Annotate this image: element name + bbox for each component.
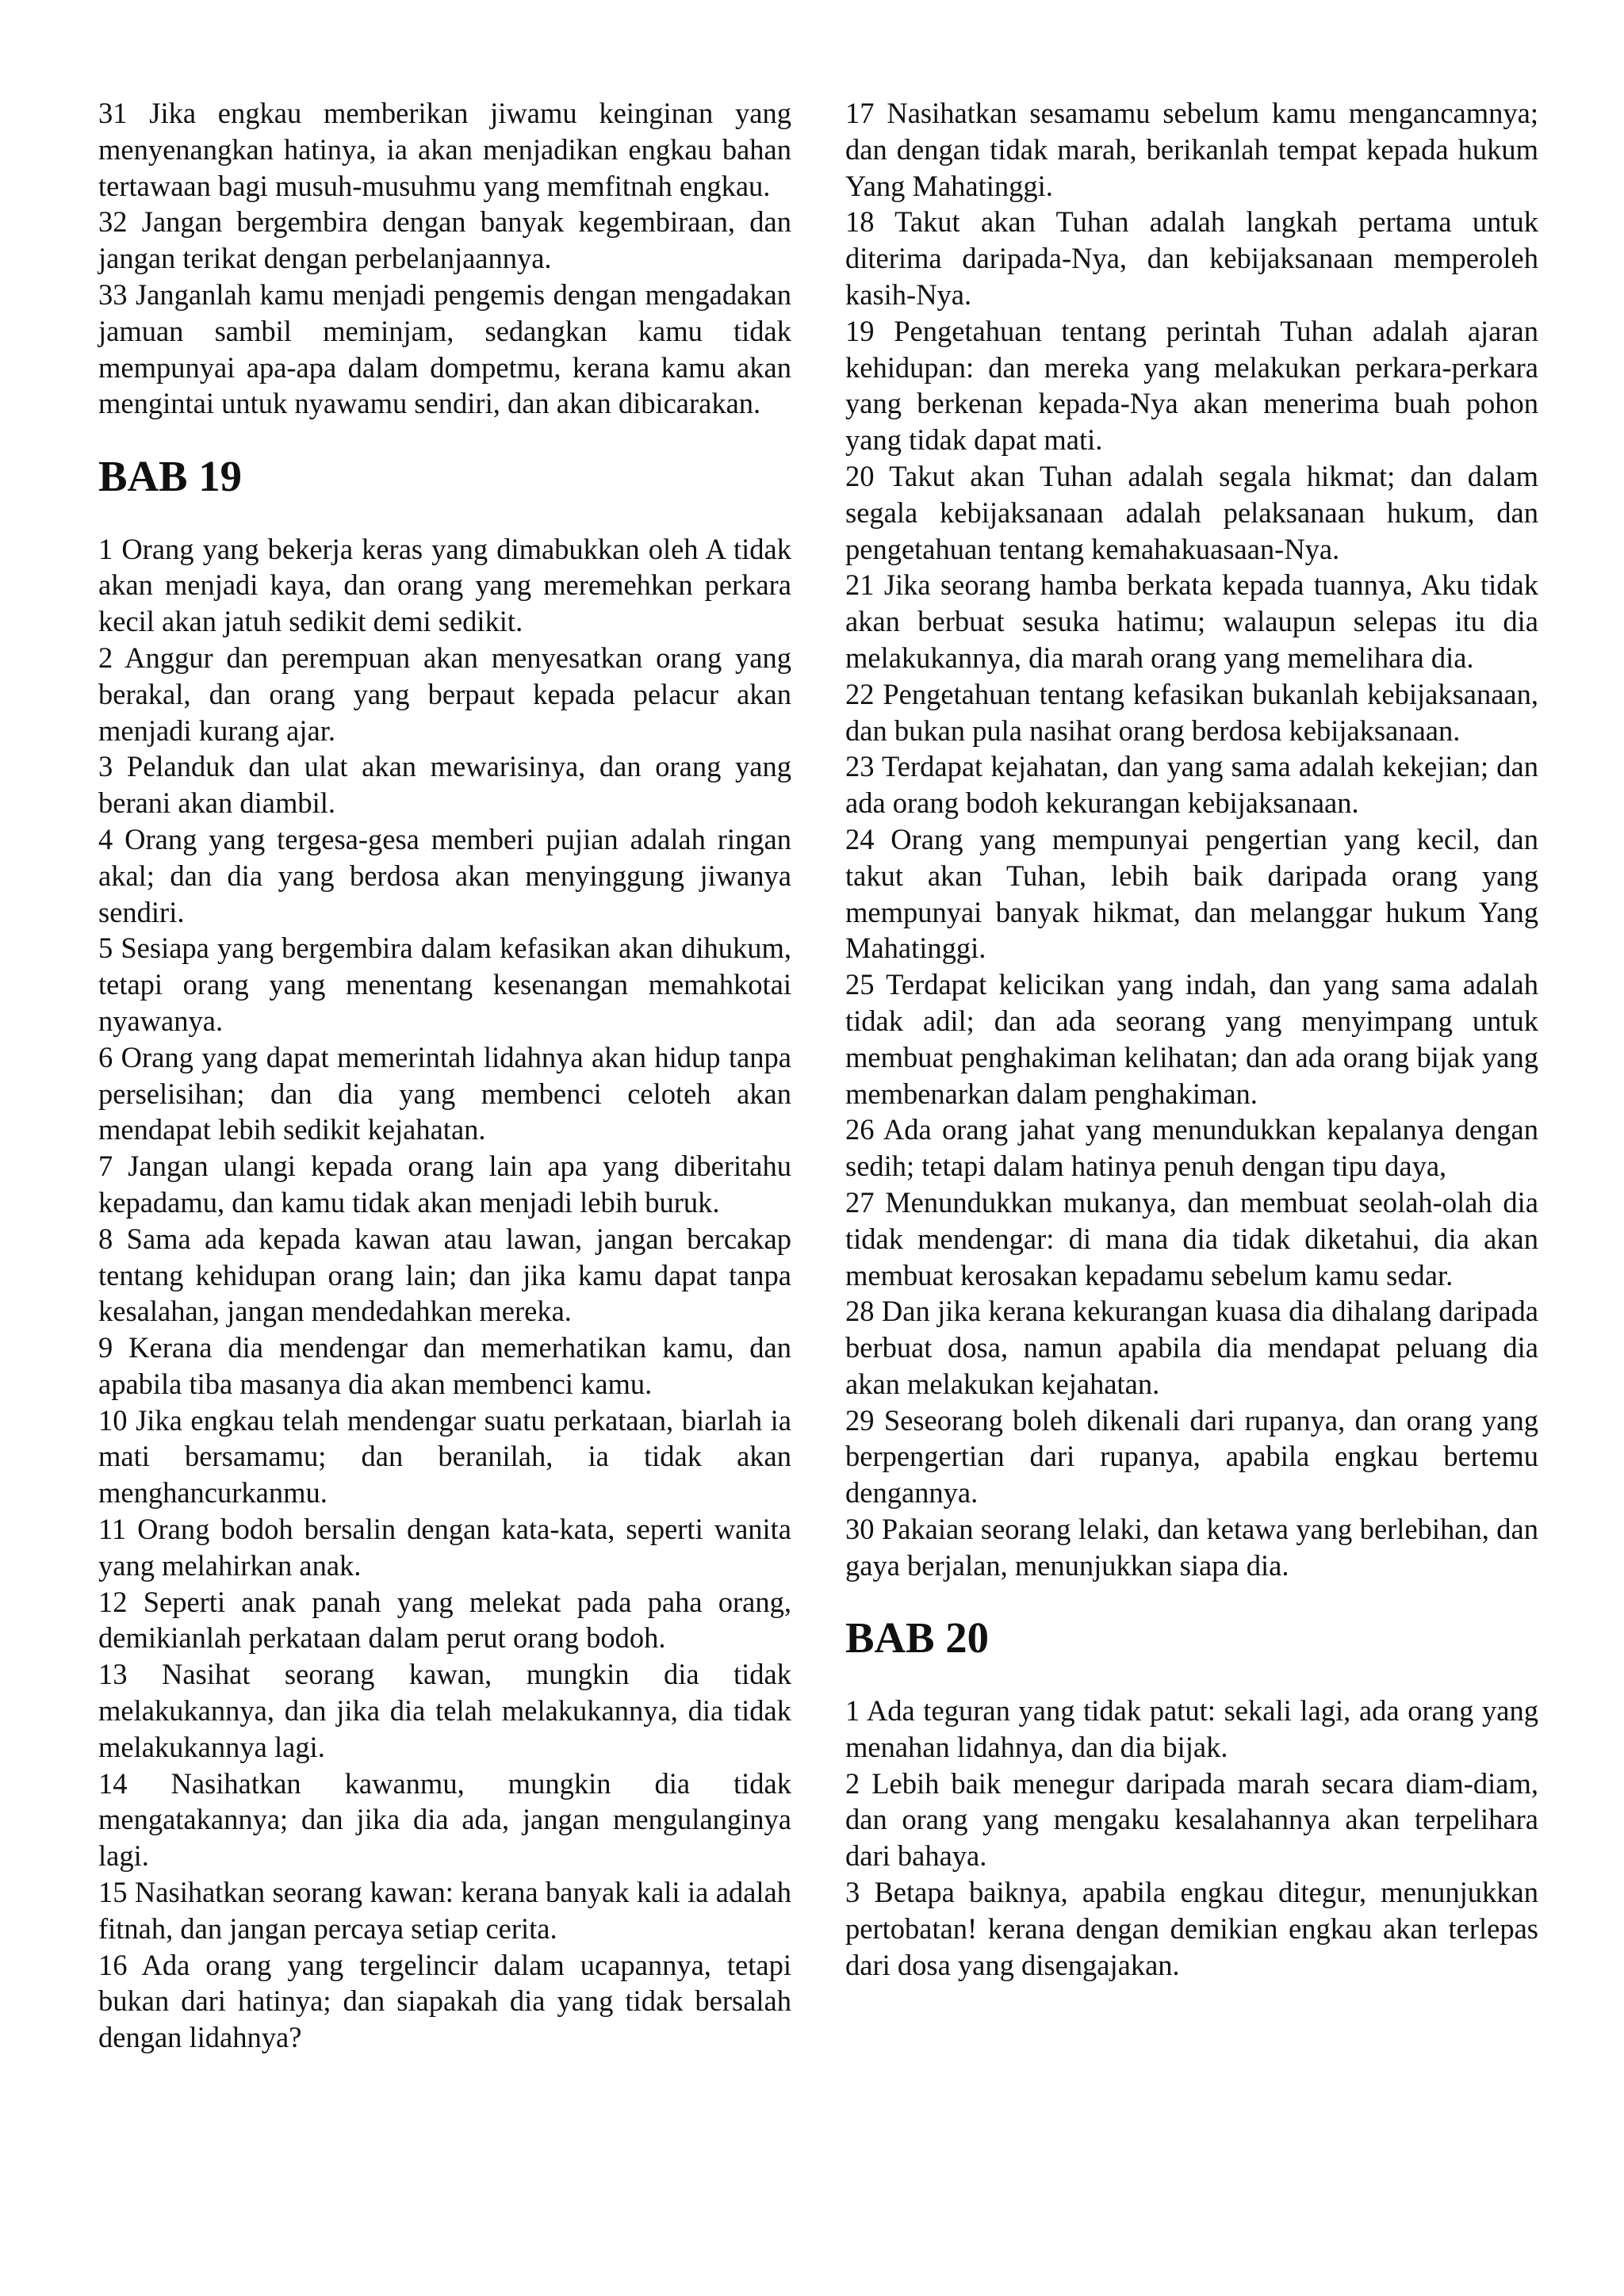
- verse-19: 19 Pengetahuan tentang perintah Tuhan adalah ajaran kehidupan: dan mereka yang melakukan perkara-perkara yang berkenan kepada-Nya akan menerima buah pohon yang tidak dapat mati.: [845, 314, 1538, 457]
- verse-21: 21 Jika seorang hamba berkata kepada tuannya, Aku tidak akan berbuat sesuka hatimu; walaupun selepas itu dia melakukannya, dia marah orang yang memelihara dia.: [845, 568, 1538, 674]
- verse-7: 7 Jangan ulangi kepada orang lain apa yang diberitahu kepadamu, dan kamu tidak akan menjadi lebih buruk.: [98, 1150, 791, 1219]
- verse-8: 8 Sama ada kepada kawan atau lawan, jangan bercakap tentang kehidupan orang lain; dan jika kamu dapat tanpa kesalahan, jangan mendedahkan mereka.: [98, 1222, 791, 1328]
- verse-16: 16 Ada orang yang tergelincir dalam ucapannya, tetapi bukan dari hatinya; dan siapakah dia yang tidak bersalah dengan lidahnya?: [98, 1948, 791, 2054]
- verse-27: 27 Menundukkan mukanya, dan membuat seolah-olah dia tidak mendengar: di mana dia tidak diketahui, dia akan membuat kerosakan kepadamu sebelum kamu sedar.: [845, 1185, 1538, 1292]
- verse-22: 22 Pengetahuan tentang kefasikan bukanlah kebijaksanaan, dan bukan pula nasihat orang berdosa kebijaksanaan.: [845, 677, 1538, 747]
- verse-18: 18 Takut akan Tuhan adalah langkah pertama untuk diterima daripada-Nya, dan kebijaksanaan memperoleh kasih-Nya.: [845, 205, 1538, 311]
- verse-14: 14 Nasihatkan kawanmu, mungkin dia tidak mengatakannya; dan jika dia ada, jangan mengulanginya lagi.: [98, 1766, 791, 1873]
- verse-32: 32 Jangan bergembira dengan banyak kegembiraan, dan jangan terikat dengan perbelanjaannya.: [98, 205, 791, 275]
- verse-17: 17 Nasihatkan sesamamu sebelum kamu mengancamnya; dan dengan tidak marah, berikanlah tempat kepada hukum Yang Mahatinggi.: [845, 97, 1538, 202]
- chapter-heading-bab-20: BAB 20: [845, 1613, 990, 1663]
- verse-28: 28 Dan jika kerana kekurangan kuasa dia dihalang daripada berbuat dosa, namun apabila dia mendapat peluang dia akan melakukan kejahatan.: [845, 1295, 1538, 1400]
- left-column: [98, 95, 791, 2056]
- verse-4: 4 Orang yang tergesa-gesa memberi pujian adalah ringan akal; dan dia yang berdosa akan menyinggung jiwanya sendiri.: [98, 822, 791, 928]
- verse-15: 15 Nasihatkan seorang kawan: kerana banyak kali ia adalah fitnah, dan jangan percaya setiap cerita.: [98, 1876, 791, 1945]
- chapter-heading-bab-19: BAB 19: [98, 451, 243, 500]
- verse-3: 3 Pelanduk dan ulat akan mewarisinya, dan orang yang berani akan diambil.: [98, 750, 791, 820]
- verse-29: 29 Seseorang boleh dikenali dari rupanya, dan orang yang berpengertian dari rupanya, apabila engkau bertemu dengannya.: [845, 1403, 1538, 1510]
- verse-25: 25 Terdapat kelicikan yang indah, dan yang sama adalah tidak adil; dan ada seorang yang menyimpang untuk membuat penghakiman kelihatan; dan ada orang bijak yang membenarkan dalam penghakiman.: [845, 968, 1538, 1110]
- verse-31: 31 Jika engkau memberikan jiwamu keinginan yang menyenangkan hatinya, ia akan menjadikan engkau bahan tertawaan bagi musuh-musuhmu yang memfitnah engkau.: [98, 97, 791, 202]
- verse-10: 10 Jika engkau telah mendengar suatu perkataan, biarlah ia mati bersamamu; dan beranilah, ia tidak akan menghancurkanmu.: [98, 1403, 791, 1510]
- right-column: [845, 95, 1538, 1983]
- verse-3: 3 Betapa baiknya, apabila engkau ditegur, menunjukkan pertobatan! kerana dengan demikian engkau akan terlepas dari dosa yang disengajakan.: [845, 1876, 1538, 1981]
- verse-13: 13 Nasihat seorang kawan, mungkin dia tidak melakukannya, dan jika dia telah melakukannya, dia tidak melakukannya lagi.: [98, 1658, 791, 1763]
- verse-2: 2 Anggur dan perempuan akan menyesatkan orang yang berakal, dan orang yang berpaut kepada pelacur akan menjadi kurang ajar.: [98, 641, 791, 747]
- verse-30: 30 Pakaian seorang lelaki, dan ketawa yang berlebihan, dan gaya berjalan, menunjukkan siapa dia.: [845, 1513, 1538, 1582]
- verse-26: 26 Ada orang jahat yang menundukkan kepalanya dengan sedih; tetapi dalam hatinya penuh dengan tipu daya,: [845, 1113, 1538, 1183]
- verse-5: 5 Sesiapa yang bergembira dalam kefasikan akan dihukum, tetapi orang yang menentang kesenangan memahkotai nyawanya.: [98, 932, 791, 1037]
- verse-1: 1 Ada teguran yang tidak patut: sekali lagi, ada orang yang menahan lidahnya, dan dia bijak.: [845, 1694, 1538, 1763]
- verse-9: 9 Kerana dia mendengar dan memerhatikan kamu, dan apabila tiba masanya dia akan membenci kamu.: [98, 1331, 791, 1400]
- verse-6: 6 Orang yang dapat memerintah lidahnya akan hidup tanpa perselisihan; dan dia yang membenci celoteh akan mendapat lebih sedikit kejahatan.: [98, 1040, 791, 1146]
- verse-11: 11 Orang bodoh bersalin dengan kata-kata, seperti wanita yang melahirkan anak.: [98, 1513, 791, 1582]
- verse-12: 12 Seperti anak panah yang melekat pada paha orang, demikianlah perkataan dalam perut orang bodoh.: [98, 1585, 791, 1655]
- verse-2: 2 Lebih baik menegur daripada marah secara diam-diam, dan orang yang mengaku kesalahannya akan terpelihara dari bahaya.: [845, 1766, 1538, 1873]
- verse-24: 24 Orang yang mempunyai pengertian yang kecil, dan takut akan Tuhan, lebih baik daripada orang yang mempunyai banyak hikmat, dan melanggar hukum Yang Mahatinggi.: [845, 822, 1538, 965]
- verse-1: 1 Orang yang bekerja keras yang dimabukkan oleh A tidak akan menjadi kaya, dan orang yang meremehkan perkara kecil akan jatuh sedikit demi sedikit.: [98, 532, 791, 638]
- verse-23: 23 Terdapat kejahatan, dan yang sama adalah kekejian; dan ada orang bodoh kekurangan kebijaksanaan.: [845, 750, 1538, 820]
- verse-33: 33 Janganlah kamu menjadi pengemis dengan mengadakan jamuan sambil meminjam, sedangkan kamu tidak mempunyai apa-apa dalam dompetmu, kerana kamu akan mengintai untuk nyawamu sendiri, dan akan dibicarakan.: [98, 277, 791, 420]
- verse-20: 20 Takut akan Tuhan adalah segala hikmat; dan dalam segala kebijaksanaan adalah pelaksanaan hukum, dan pengetahuan tentang kemahakuasaan-Nya.: [845, 459, 1538, 565]
